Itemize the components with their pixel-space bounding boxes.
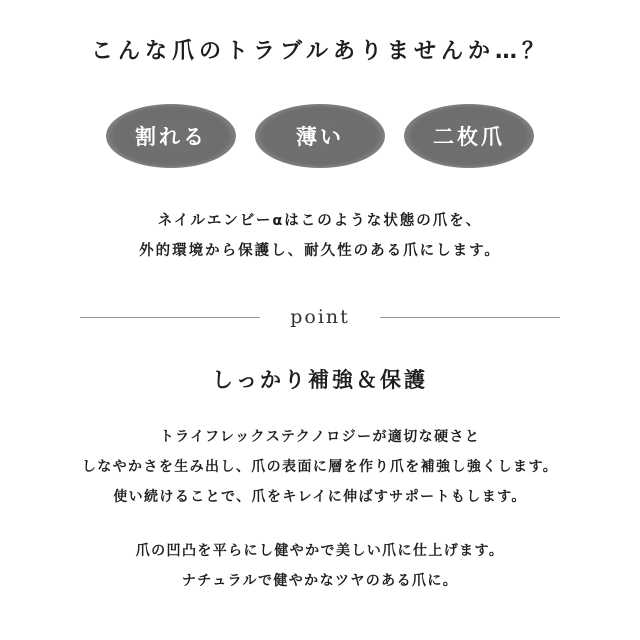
paragraph-line: しなやかさを生み出し、爪の表面に層を作り爪を補強し強くします。 (81, 459, 559, 475)
trouble-badges (0, 104, 640, 168)
page-heading: こんな爪のトラブルありませんか…？ (90, 39, 550, 64)
point-label: point (290, 306, 350, 328)
intro-text (0, 206, 640, 266)
point-title: しっかり補強＆保護 (212, 368, 428, 392)
intro-line: 外的環境から保護し、耐久性のある爪にします。 (139, 243, 501, 259)
point-description (0, 422, 640, 620)
paragraph-line: ナチュラルで健やかなツヤのある爪に。 (181, 573, 459, 589)
paragraph-line: トライフレックステクノロジーが適切な硬さと (159, 429, 481, 445)
trouble-badge-cracking: 割れる (106, 104, 236, 168)
paragraph-line: 使い続けることで、爪をキレイに伸ばすサポートもします。 (113, 489, 527, 505)
trouble-badge-peeling: 二枚爪 (404, 104, 534, 168)
paragraph-line: 爪の凹凸を平らにし健やかで美しい爪に仕上げます。 (135, 543, 505, 559)
intro-line: ネイルエンビーαはこのような状態の爪を、 (157, 213, 483, 229)
trouble-badge-thin: 薄い (255, 104, 385, 168)
paragraph-reinforce (0, 422, 640, 512)
paragraph-finish (0, 536, 640, 596)
divider-line-left (80, 317, 260, 318)
divider-line-right (380, 317, 560, 318)
point-divider (80, 300, 560, 334)
